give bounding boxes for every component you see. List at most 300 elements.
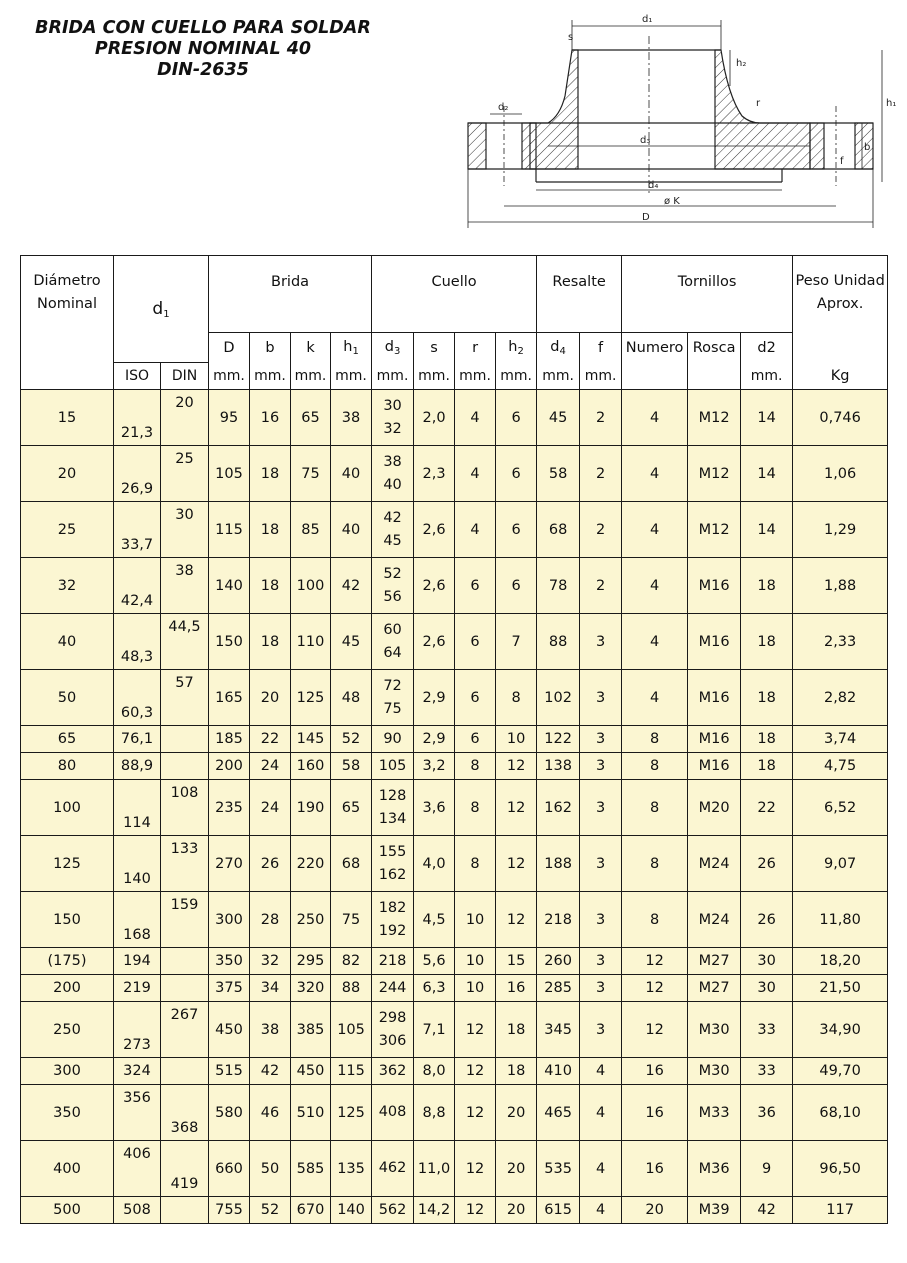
cell-k: 85: [291, 502, 331, 558]
cell-b: 28: [250, 892, 291, 948]
cell-d4: 188: [537, 836, 580, 892]
cell-peso: 1,29: [793, 502, 888, 558]
cell-d4: 535: [537, 1141, 580, 1197]
cell-k: 100: [291, 558, 331, 614]
cell-iso: 508: [114, 1197, 161, 1224]
unit-b: mm.: [250, 363, 291, 390]
cell-b: 18: [250, 614, 291, 670]
cell-d2: 14: [741, 390, 793, 446]
iso-value: 406: [123, 1146, 151, 1162]
header-nominal-diameter: Diámetro Nominal: [21, 256, 114, 390]
cell-f: 4: [580, 1085, 622, 1141]
cell-num: 8: [622, 780, 688, 836]
cell-d3: [372, 892, 414, 948]
cell-nominal: 500: [21, 1197, 114, 1224]
d3-value: 105: [378, 757, 407, 774]
table-row: [21, 1197, 888, 1224]
cell-num: 4: [622, 670, 688, 726]
d3-value: 32: [383, 420, 402, 437]
cell-peso: 9,07: [793, 836, 888, 892]
cell-peso: 11,80: [793, 892, 888, 948]
cell-peso: 1,06: [793, 446, 888, 502]
header-peso: Peso Unidad Aprox.: [793, 256, 888, 333]
cell-iso: 324: [114, 1058, 161, 1085]
cell-r: 12: [455, 1141, 496, 1197]
cell-f: 4: [580, 1197, 622, 1224]
cell-s: 2,6: [414, 614, 455, 670]
cell-h1: 140: [331, 1197, 372, 1224]
table-row: [21, 446, 888, 502]
cell-peso: 49,70: [793, 1058, 888, 1085]
cell-nominal: 15: [21, 390, 114, 446]
document-title: [18, 18, 388, 81]
cell-s: 2,3: [414, 446, 455, 502]
cell-D: 95: [209, 390, 250, 446]
cell-b: 34: [250, 975, 291, 1002]
cell-d4: 465: [537, 1085, 580, 1141]
cell-h2: 8: [496, 670, 537, 726]
flange-right-inner: [810, 123, 824, 169]
cell-r: 6: [455, 558, 496, 614]
table-row: [21, 1085, 888, 1141]
cell-nominal: 250: [21, 1002, 114, 1058]
title-line-3: DIN-2635: [157, 60, 249, 80]
table-row: [21, 948, 888, 975]
header-brida: Brida: [209, 256, 372, 333]
cell-d4: 122: [537, 726, 580, 753]
label-d2: d₂: [498, 102, 509, 113]
cell-num: 4: [622, 558, 688, 614]
cell-din: [161, 1141, 209, 1197]
unit-numero: [622, 363, 688, 390]
cell-h2: 10: [496, 726, 537, 753]
cell-num: 8: [622, 753, 688, 780]
cell-f: 2: [580, 502, 622, 558]
cell-rosca: M12: [688, 446, 741, 502]
cell-d4: 162: [537, 780, 580, 836]
header-d2: d2: [741, 333, 793, 363]
table-row: [21, 726, 888, 753]
cell-h2: 6: [496, 558, 537, 614]
cell-din: [161, 1058, 209, 1085]
d3-value: 462: [378, 1160, 407, 1176]
cell-d4: 68: [537, 502, 580, 558]
cell-d3: [372, 753, 414, 780]
cell-peso: 1,88: [793, 558, 888, 614]
cell-k: 75: [291, 446, 331, 502]
cell-s: 4,5: [414, 892, 455, 948]
cell-s: 2,0: [414, 390, 455, 446]
cell-f: 3: [580, 753, 622, 780]
d3-value: 162: [378, 866, 407, 883]
cell-h2: 6: [496, 446, 537, 502]
cell-peso: 34,90: [793, 1002, 888, 1058]
cell-nominal: 400: [21, 1141, 114, 1197]
table-header: [21, 256, 888, 390]
hub-right: [715, 50, 810, 169]
cell-rosca: M30: [688, 1002, 741, 1058]
cell-b: 52: [250, 1197, 291, 1224]
cell-s: 2,9: [414, 726, 455, 753]
cell-k: 670: [291, 1197, 331, 1224]
cell-r: 10: [455, 892, 496, 948]
unit-d2: mm.: [741, 363, 793, 390]
cell-peso: 68,10: [793, 1085, 888, 1141]
title-line-1: BRIDA CON CUELLO PARA SOLDAR: [35, 18, 371, 38]
cell-r: 6: [455, 670, 496, 726]
cell-nominal: 350: [21, 1085, 114, 1141]
cell-num: 12: [622, 1002, 688, 1058]
cell-k: 220: [291, 836, 331, 892]
header-h1: $h_1$: [331, 333, 372, 363]
cell-f: 4: [580, 1141, 622, 1197]
cell-nominal: (175): [21, 948, 114, 975]
cell-f: 3: [580, 892, 622, 948]
din-value: 30: [175, 507, 194, 523]
header-b: b: [250, 333, 291, 363]
din-value: 159: [170, 897, 199, 913]
cell-d2: 42: [741, 1197, 793, 1224]
cell-d3: [372, 1141, 414, 1197]
flange-technical-drawing: [460, 6, 900, 232]
cell-rosca: M16: [688, 614, 741, 670]
cell-din: [161, 502, 209, 558]
cell-h1: 82: [331, 948, 372, 975]
cell-h1: 45: [331, 614, 372, 670]
cell-num: 4: [622, 446, 688, 502]
cell-D: 515: [209, 1058, 250, 1085]
cell-rosca: M33: [688, 1085, 741, 1141]
cell-nominal: 300: [21, 1058, 114, 1085]
cell-d4: 260: [537, 948, 580, 975]
title-line-2: PRESION NOMINAL 40: [94, 39, 312, 59]
cell-h2: 6: [496, 390, 537, 446]
cell-d3: [372, 948, 414, 975]
cell-din: [161, 975, 209, 1002]
d3-value: 64: [383, 644, 402, 661]
cell-h2: 18: [496, 1058, 537, 1085]
cell-iso: [114, 1141, 161, 1197]
cell-nominal: 20: [21, 446, 114, 502]
cell-iso: 219: [114, 975, 161, 1002]
cell-d2: 30: [741, 975, 793, 1002]
cell-D: 235: [209, 780, 250, 836]
din-value: 267: [170, 1007, 199, 1023]
iso-value: 356: [123, 1090, 151, 1106]
iso-value: 114: [123, 815, 151, 831]
cell-b: 18: [250, 446, 291, 502]
cell-h1: 38: [331, 390, 372, 446]
cell-D: 660: [209, 1141, 250, 1197]
iso-value: 273: [123, 1037, 151, 1053]
cell-peso: 117: [793, 1197, 888, 1224]
cell-peso: 3,74: [793, 726, 888, 753]
label-h2: h₂: [736, 58, 747, 69]
cell-din: [161, 1085, 209, 1141]
cell-num: 4: [622, 390, 688, 446]
header-cuello: Cuello: [372, 256, 537, 333]
cell-h1: 135: [331, 1141, 372, 1197]
header-D: D: [209, 333, 250, 363]
iso-value: 140: [123, 871, 151, 887]
cell-iso: 194: [114, 948, 161, 975]
cell-d2: 18: [741, 670, 793, 726]
label-d4: d₄: [648, 180, 659, 191]
table-row: [21, 390, 888, 446]
cell-d3: [372, 1002, 414, 1058]
header-rosca: Rosca: [688, 333, 741, 363]
cell-b: 24: [250, 780, 291, 836]
d3-value: 244: [378, 979, 407, 996]
cell-h1: 125: [331, 1085, 372, 1141]
cell-b: 50: [250, 1141, 291, 1197]
d3-value: 362: [378, 1062, 407, 1079]
cell-d4: 285: [537, 975, 580, 1002]
cell-s: 2,9: [414, 670, 455, 726]
cell-r: 12: [455, 1085, 496, 1141]
header-tornillos: Tornillos: [622, 256, 793, 333]
cell-din: [161, 780, 209, 836]
cell-r: 8: [455, 836, 496, 892]
iso-value: 21,3: [120, 425, 154, 441]
header-k: k: [291, 333, 331, 363]
cell-iso: [114, 390, 161, 446]
cell-iso: 88,9: [114, 753, 161, 780]
label-b: b: [864, 142, 871, 153]
d3-value: 192: [378, 922, 407, 939]
cell-peso: 96,50: [793, 1141, 888, 1197]
cell-din: [161, 614, 209, 670]
cell-D: 105: [209, 446, 250, 502]
cell-r: 4: [455, 502, 496, 558]
cell-iso: [114, 502, 161, 558]
din-value: 20: [175, 395, 194, 411]
cell-k: 125: [291, 670, 331, 726]
cell-nominal: 125: [21, 836, 114, 892]
cell-D: 375: [209, 975, 250, 1002]
cell-num: 16: [622, 1058, 688, 1085]
iso-value: 42,4: [120, 593, 154, 609]
cell-b: 46: [250, 1085, 291, 1141]
unit-h2: mm.: [496, 363, 537, 390]
cell-d4: 615: [537, 1197, 580, 1224]
cell-f: 3: [580, 836, 622, 892]
cell-d4: 218: [537, 892, 580, 948]
cell-h1: 88: [331, 975, 372, 1002]
cell-D: 150: [209, 614, 250, 670]
cell-d2: 14: [741, 446, 793, 502]
cell-nominal: 32: [21, 558, 114, 614]
cell-d3: [372, 1058, 414, 1085]
label-s: s: [568, 32, 574, 43]
din-value: 44,5: [168, 619, 201, 635]
cell-h2: 20: [496, 1141, 537, 1197]
cell-iso: [114, 780, 161, 836]
cell-s: 3,2: [414, 753, 455, 780]
cell-d4: 58: [537, 446, 580, 502]
cell-nominal: 50: [21, 670, 114, 726]
header-d3: $d_3$: [372, 333, 414, 363]
cell-h2: 12: [496, 836, 537, 892]
unit-D: mm.: [209, 363, 250, 390]
iso-value: 26,9: [120, 481, 154, 497]
cell-f: 3: [580, 670, 622, 726]
d3-value: 155: [378, 843, 407, 860]
cell-D: 450: [209, 1002, 250, 1058]
din-value: 57: [175, 675, 194, 691]
cell-num: 4: [622, 614, 688, 670]
d3-value: 38: [383, 453, 402, 470]
cell-s: 7,1: [414, 1002, 455, 1058]
cell-r: 12: [455, 1002, 496, 1058]
d3-value: 218: [378, 952, 407, 969]
header-d4: $d_4$: [537, 333, 580, 363]
label-h1: h₁: [886, 98, 897, 109]
cell-d3: [372, 614, 414, 670]
cell-rosca: M27: [688, 948, 741, 975]
cell-d3: [372, 975, 414, 1002]
cell-h1: 48: [331, 670, 372, 726]
cell-k: 450: [291, 1058, 331, 1085]
cell-h1: 42: [331, 558, 372, 614]
cell-r: 4: [455, 390, 496, 446]
d3-value: 90: [383, 730, 402, 747]
label-f: f: [840, 156, 844, 167]
cell-D: 580: [209, 1085, 250, 1141]
cell-peso: 2,33: [793, 614, 888, 670]
unit-peso: Kg: [793, 363, 888, 390]
cell-d2: 18: [741, 753, 793, 780]
cell-h2: 12: [496, 753, 537, 780]
cell-h1: 52: [331, 726, 372, 753]
cell-rosca: M16: [688, 670, 741, 726]
table-row: [21, 670, 888, 726]
cell-s: 8,8: [414, 1085, 455, 1141]
cell-d3: [372, 558, 414, 614]
cell-h2: 18: [496, 1002, 537, 1058]
table-row: [21, 614, 888, 670]
cell-f: 3: [580, 726, 622, 753]
cell-h1: 40: [331, 502, 372, 558]
cell-iso: [114, 1002, 161, 1058]
cell-d2: 33: [741, 1058, 793, 1085]
cell-r: 6: [455, 726, 496, 753]
unit-k: mm.: [291, 363, 331, 390]
cell-din: [161, 1197, 209, 1224]
cell-b: 20: [250, 670, 291, 726]
table-row: [21, 1002, 888, 1058]
cell-k: 160: [291, 753, 331, 780]
table-row: [21, 975, 888, 1002]
table-row: [21, 780, 888, 836]
cell-b: 18: [250, 502, 291, 558]
cell-h2: 20: [496, 1085, 537, 1141]
cell-h2: 16: [496, 975, 537, 1002]
table-body: [21, 390, 888, 1224]
cell-din: [161, 446, 209, 502]
cell-rosca: M36: [688, 1141, 741, 1197]
cell-iso: 76,1: [114, 726, 161, 753]
cell-r: 10: [455, 975, 496, 1002]
cell-r: 10: [455, 948, 496, 975]
d3-value: 30: [383, 397, 402, 414]
cell-iso: [114, 558, 161, 614]
cell-num: 4: [622, 502, 688, 558]
cell-h2: 12: [496, 892, 537, 948]
cell-num: 16: [622, 1141, 688, 1197]
cell-rosca: M27: [688, 975, 741, 1002]
unit-r: mm.: [455, 363, 496, 390]
cell-d2: 22: [741, 780, 793, 836]
header-f: f: [580, 333, 622, 363]
cell-din: [161, 558, 209, 614]
cell-r: 8: [455, 780, 496, 836]
din-value: 133: [170, 841, 199, 857]
cell-d3: [372, 836, 414, 892]
header-r: r: [455, 333, 496, 363]
cell-d4: 138: [537, 753, 580, 780]
cell-d4: 45: [537, 390, 580, 446]
cell-k: 110: [291, 614, 331, 670]
cell-d4: 410: [537, 1058, 580, 1085]
cell-f: 4: [580, 1058, 622, 1085]
cell-r: 6: [455, 614, 496, 670]
cell-din: [161, 390, 209, 446]
cell-b: 32: [250, 948, 291, 975]
label-r: r: [756, 98, 761, 109]
cell-nominal: 25: [21, 502, 114, 558]
cell-D: 185: [209, 726, 250, 753]
d3-value: 72: [383, 677, 402, 694]
cell-d3: [372, 726, 414, 753]
cell-D: 350: [209, 948, 250, 975]
table-row: [21, 558, 888, 614]
cell-d2: 14: [741, 502, 793, 558]
cell-din: [161, 753, 209, 780]
cell-h2: 20: [496, 1197, 537, 1224]
cell-iso: [114, 836, 161, 892]
cell-b: 26: [250, 836, 291, 892]
cell-d2: 26: [741, 836, 793, 892]
cell-h1: 58: [331, 753, 372, 780]
flange-left-outer: [468, 123, 486, 169]
unit-d4: mm.: [537, 363, 580, 390]
cell-b: 38: [250, 1002, 291, 1058]
din-value: 108: [170, 785, 199, 801]
cell-iso: [114, 892, 161, 948]
cell-f: 3: [580, 780, 622, 836]
cell-d3: [372, 446, 414, 502]
cell-num: 12: [622, 975, 688, 1002]
cell-d2: 30: [741, 948, 793, 975]
cell-num: 16: [622, 1085, 688, 1141]
cell-peso: 2,82: [793, 670, 888, 726]
cell-rosca: M39: [688, 1197, 741, 1224]
cell-d2: 18: [741, 726, 793, 753]
d3-value: 45: [383, 532, 402, 549]
cell-s: 5,6: [414, 948, 455, 975]
cell-s: 2,6: [414, 502, 455, 558]
header-h2: $h_2$: [496, 333, 537, 363]
cell-f: 3: [580, 948, 622, 975]
cell-din: [161, 892, 209, 948]
cell-iso: [114, 1085, 161, 1141]
cell-h2: 6: [496, 502, 537, 558]
d3-value: 562: [378, 1201, 407, 1218]
label-k: ø K: [664, 196, 680, 207]
cell-f: 3: [580, 1002, 622, 1058]
iso-value: 33,7: [120, 537, 154, 553]
